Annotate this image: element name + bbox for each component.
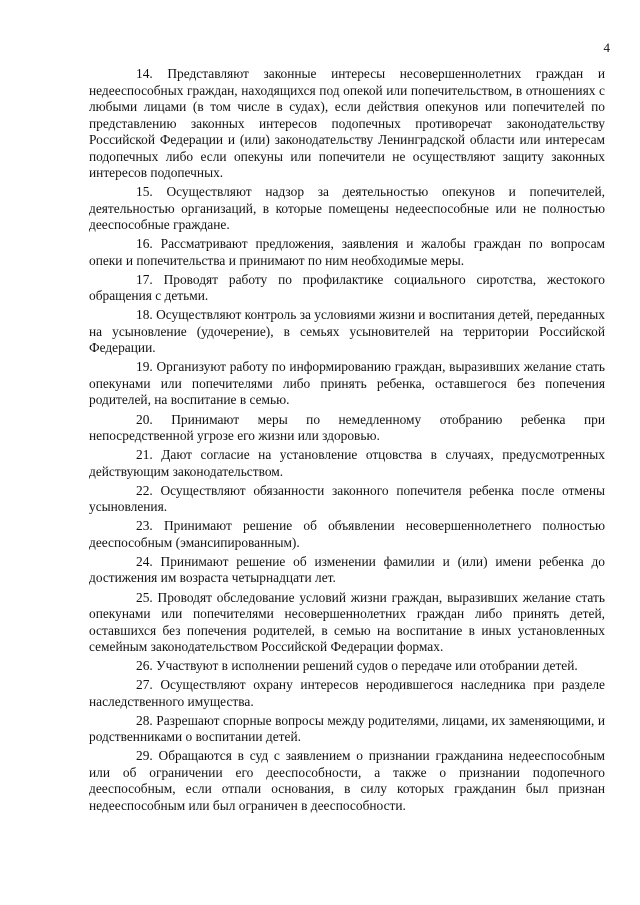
item-text: Принимают решение об изменении фамилии и (или) имени ребенка до достижения им возраста четырнадцати лет. [89, 553, 605, 586]
item-text: Проводят работу по профилактике социального сиротства, жестокого обращения с детьми. [89, 271, 605, 304]
list-item [89, 658, 605, 675]
item-text: Дают согласие на установление отцовства в случаях, предусмотренных действующим законодательством. [89, 447, 605, 479]
list-item [89, 590, 605, 656]
list-item [89, 713, 605, 746]
item-number: 25. [136, 589, 153, 605]
item-text: Разрешают спорные вопросы между родителями, лицами, их заменяющими, и родственниками о воспитании детей. [89, 712, 605, 745]
item-number: 27. [136, 677, 153, 693]
list-item [89, 307, 605, 357]
item-text: Осуществляют контроль за условиями жизни и воспитания детей, переданных на усыновление (удочерение), в семьях усыновителей на территории Российской Федерации. [89, 307, 605, 356]
list-item [89, 518, 605, 551]
item-text: Осуществляют обязанности законного попечителя ребенка после отмены усыновления. [89, 482, 605, 515]
list-item [89, 748, 605, 814]
list-item [89, 554, 605, 587]
list-item [89, 359, 605, 409]
item-number: 23. [136, 518, 153, 534]
list-item [89, 184, 605, 234]
item-number: 28. [136, 712, 153, 728]
list-item [89, 412, 605, 445]
item-text: Осуществляют надзор за деятельностью опекунов и попечителей, деятельностью организаций, в которые помещены недееспособные или не полностью дееспособные граждане. [89, 184, 605, 233]
item-number: 16. [136, 236, 153, 252]
list-item [89, 272, 605, 305]
item-text: Проводят обследование условий жизни граждан, выразивших желание стать опекунами или попечителями несовершеннолетних граждан либо принять детей, оставшихся без попечения родителей, в семью на воспитание в иных установленных семейным законодательством Российской Федерации формах. [89, 589, 605, 655]
document-body [89, 66, 605, 817]
item-text: Представляют законные интересы несовершеннолетних граждан и недееспособных граждан, находящихся под опекой или попечительством, в отношениях с любыми лицами (в том числе в судах), если действия опекунов или попечителей по представлению законных интересов подопечных противоречат законодательству Российской Федерации и (или) законодательству Ленинградской области или интересам подопечных либо если опекуны или попечители не осуществляют защиту законных интересов подопечных. [89, 66, 605, 180]
item-number: 14. [136, 66, 153, 81]
item-number: 17. [136, 271, 153, 287]
page-number: 4 [603, 40, 610, 55]
list-item [89, 236, 605, 269]
item-number: 29. [136, 748, 153, 764]
item-number: 26. [136, 658, 153, 674]
list-item [89, 483, 605, 516]
item-text: Принимают решение об объявлении несовершеннолетнего полностью дееспособным (эмансипированным). [89, 518, 605, 550]
item-text: Рассматривают предложения, заявления и жалобы граждан по вопросам опеки и попечительства и принимают по ним необходимые меры. [89, 236, 605, 268]
item-text: Организуют работу по информированию граждан, выразивших желание стать опекунами или попечителями либо принять ребенка, оставшегося без попечения родителей, на воспитание в семью. [89, 359, 605, 408]
item-number: 19. [136, 359, 153, 375]
item-text: Обращаются в суд с заявлением о признании гражданина недееспособным или об ограничении его дееспособности, а также о признании подопечного дееспособным, если отпали основания, в силу которых гражданин был признан недееспособным или был ограничен в дееспособности. [89, 748, 605, 813]
item-text: Участвуют в исполнении решений судов о передаче или отобрании детей. [156, 658, 578, 674]
item-number: 21. [136, 447, 153, 463]
item-number: 24. [136, 553, 153, 569]
item-number: 15. [136, 184, 153, 200]
item-number: 20. [136, 411, 153, 427]
item-number: 22. [136, 482, 153, 498]
list-item [89, 447, 605, 480]
item-text: Принимают меры по немедленному отобранию ребенка при непосредственной угрозе его жизни или здоровью. [89, 411, 605, 444]
list-item [89, 66, 605, 182]
item-text: Осуществляют охрану интересов неродившегося наследника при разделе наследственного имущества. [89, 677, 605, 709]
item-number: 18. [136, 307, 153, 323]
list-item [89, 677, 605, 710]
